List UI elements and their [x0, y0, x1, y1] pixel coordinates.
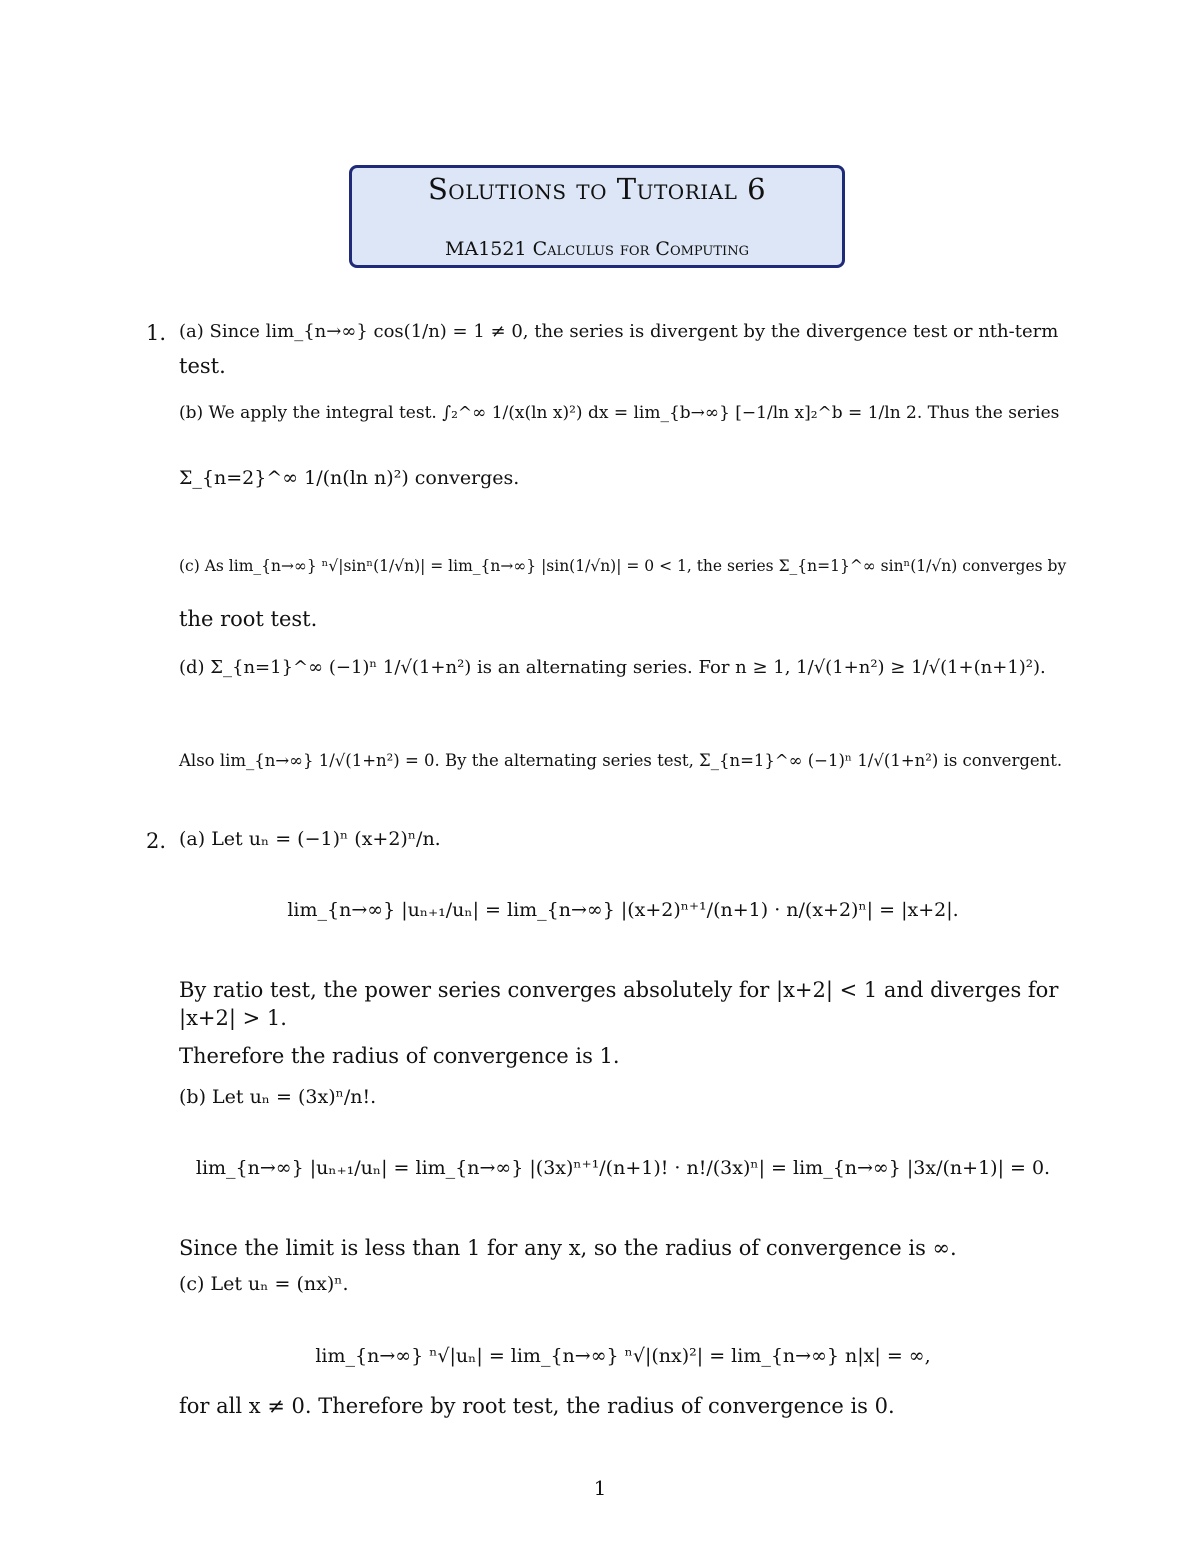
q2a-display-equation: lim_{n→∞} |uₙ₊₁/uₙ| = lim_{n→∞} |(x+2)ⁿ⁺¹/(n+1) · n/(x+2)ⁿ| = |x+2|.	[287, 899, 959, 921]
q1b-line2: Σ_{n=2}^∞ 1/(n(ln n)²) converges.	[179, 467, 520, 489]
q1d-line1: (d) Σ_{n=1}^∞ (−1)ⁿ 1/√(1+n²) is an alternating series. For n ≥ 1, 1/√(1+n²) ≥ 1/√(1+(n+1)²).	[179, 657, 1046, 678]
q2a-text1: By ratio test, the power series converges absolutely for |x+2| < 1 and diverges for	[179, 978, 1059, 1002]
page-title: Solutions to Tutorial 6	[427, 172, 767, 206]
q2c-display-equation: lim_{n→∞} ⁿ√|uₙ| = lim_{n→∞} ⁿ√|(nx)²| = lim_{n→∞} n|x| = ∞,	[315, 1345, 931, 1367]
q1d-line2: Also lim_{n→∞} 1/√(1+n²) = 0. By the alternating series test, Σ_{n=1}^∞ (−1)ⁿ 1/√(1+n²) is convergent.	[179, 751, 1063, 770]
q2a-text3: Therefore the radius of convergence is 1.	[179, 1044, 620, 1068]
q1c-line2: the root test.	[179, 607, 318, 631]
q2b-let: (b) Let uₙ = (3x)ⁿ/n!.	[179, 1086, 377, 1108]
q2c-let: (c) Let uₙ = (nx)ⁿ.	[179, 1273, 349, 1295]
q1a-line2: test.	[179, 354, 226, 378]
question-2-number: 2.	[146, 829, 167, 853]
course-subtitle: MA1521 Calculus for Computing	[445, 238, 749, 260]
question-1-number: 1.	[146, 321, 167, 345]
q2c-text: for all x ≠ 0. Therefore by root test, the radius of convergence is 0.	[179, 1394, 895, 1418]
page-number: 1	[593, 1476, 607, 1500]
q2b-display-equation: lim_{n→∞} |uₙ₊₁/uₙ| = lim_{n→∞} |(3x)ⁿ⁺¹/(n+1)! · n!/(3x)ⁿ| = lim_{n→∞} |3x/(n+1)| = 0.	[195, 1157, 1051, 1179]
q2a-let: (a) Let uₙ = (−1)ⁿ (x+2)ⁿ/n.	[179, 828, 441, 850]
q2b-text: Since the limit is less than 1 for any x, so the radius of convergence is ∞.	[179, 1236, 957, 1260]
q2a-text2: |x+2| > 1.	[179, 1006, 287, 1030]
q1b-line1: (b) We apply the integral test. ∫₂^∞ 1/(x(ln x)²) dx = lim_{b→∞} [−1/ln x]₂^b = 1/ln 2. Thus the series	[179, 403, 1060, 423]
q1c-line1: (c) As lim_{n→∞} ⁿ√|sinⁿ(1/√n)| = lim_{n→∞} |sin(1/√n)| = 0 < 1, the series Σ_{n=1}^∞ sinⁿ(1/√n) converges by	[179, 557, 1067, 575]
q1a-line1: (a) Since lim_{n→∞} cos(1/n) = 1 ≠ 0, the series is divergent by the divergence test or nth-term	[179, 321, 1059, 342]
